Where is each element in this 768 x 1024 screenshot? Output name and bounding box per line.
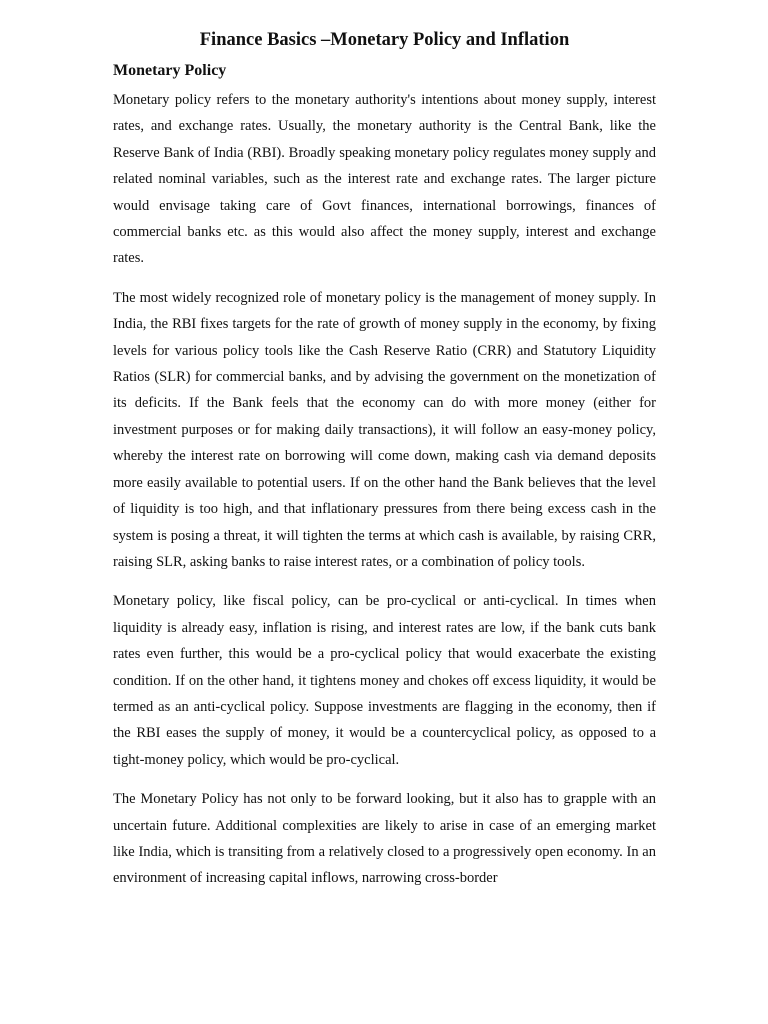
paragraph-1: Monetary policy refers to the monetary authority's intentions about money supply, interest rates, and exchange rates. Usually, the monetary authority is the Central Bank, like the Reserve Bank of India (RBI). Broadly speaking monetary policy regulates money supply and related nominal variables, such as the interest rate and exchange rates. The larger picture would envisage taking care of Govt finances, international borrowings, finances of commercial banks etc. as this would also affect the money supply, interest and exchange rates. <box>113 92 656 267</box>
paragraph-4: The Monetary Policy has not only to be forward looking, but it also has to grapple with an uncertain future. Additional complexities are likely to arise in case of an emerging market like India, which is transiting from a relatively closed to a progressively open economy. In an environment of increasing capital inflows, narrowing cross-border <box>113 791 656 887</box>
paragraph-3: Monetary policy, like fiscal policy, can be pro-cyclical or anti-cyclical. In times when liquidity is already easy, inflation is rising, and interest rates are low, if the bank cuts bank rates even further, this would be a pro-cyclical policy that would exacerbate the existing condition. If on the other hand, it tightens money and chokes off excess liquidity, it would be termed as an anti-cyclical policy. Suppose investments are flagging in the economy, then if the RBI eases the supply of money, it would be a countercyclical policy, as opposed to a tight-money policy, which would be pro-cyclical. <box>113 593 656 768</box>
document-page <box>113 28 656 892</box>
section-heading: Monetary Policy <box>113 62 227 79</box>
document-title: Finance Basics –Monetary Policy and Inflation <box>199 30 570 50</box>
paragraph-2: The most widely recognized role of monetary policy is the management of money supply. In India, the RBI fixes targets for the rate of growth of money supply in the economy, by fixing levels for various policy tools like the Cash Reserve Ratio (CRR) and Statutory Liquidity Ratios (SLR) for commercial banks, and by advising the government on the monetization of its deficits. If the Bank feels that the economy can do with more money (either for investment purposes or for making daily transactions), it will follow an easy-money policy, whereby the interest rate on borrowing will come down, making cash via demand deposits more easily available to potential users. If on the other hand the Bank believes that the level of liquidity is too high, and that inflationary pressures from there being excess cash in the system is posing a threat, it will tighten the terms at which cash is available, by raising CRR, raising SLR, asking banks to raise interest rates, or a combination of policy tools. <box>113 289 656 570</box>
